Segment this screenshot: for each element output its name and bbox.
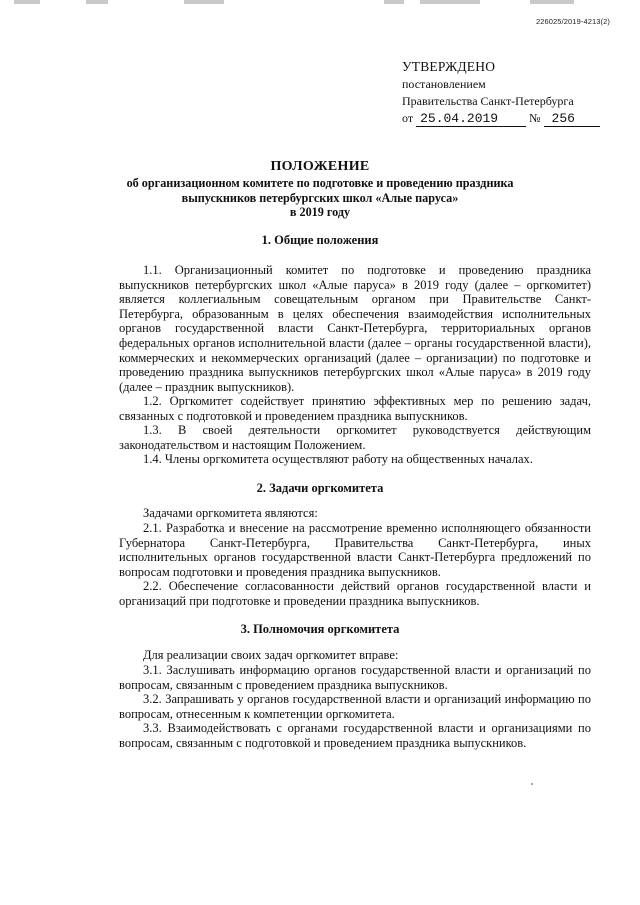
approval-number: 256 (544, 112, 600, 127)
approval-line-government: Правительства Санкт-Петербурга (402, 94, 574, 108)
scan-artifact (184, 0, 224, 4)
date-prefix: от (402, 111, 414, 125)
scan-artifact (420, 0, 480, 4)
paragraph-3-2: 3.2. Запрашивать у органов государственной власти и организаций информацию по вопросам, отнесенным к компетенции оргкомитета. (119, 692, 591, 721)
section-heading-3: 3. Полномочия оргкомитета (240, 622, 400, 636)
paragraph-1-4: 1.4. Члены оргкомитета осуществляют работу на общественных началах. (143, 452, 533, 466)
paragraph-2-1: 2.1. Разработка и внесение на рассмотрение временно исполняющего обязанности Губернатора Санкт-Петербурга, Правительства Санкт-Петербурга, иных исполнительных органов государственной власти Санкт-Петербурга предложений по вопросам подготовки и проведения праздника выпускников. (119, 521, 591, 579)
title-line-2: выпускников петербургских школ «Алые паруса» (181, 190, 459, 205)
scan-speck (531, 783, 533, 785)
approval-line-decree: постановлением (402, 77, 486, 91)
approval-date: 25.04.2019 (416, 112, 526, 127)
approval-date-row (402, 110, 617, 128)
paragraph-2-intro: Задачами оргкомитета являются: (143, 506, 318, 520)
paragraph-3-3: 3.3. Взаимодействовать с органами государственной власти и организациями по вопросам, связанным с подготовкой и проведением праздника выпускников. (119, 721, 591, 750)
paragraph-1-1: 1.1. Организационный комитет по подготовке и проведению праздника выпускников петербургских школ «Алые паруса» в 2019 году (далее – оргкомитет) является коллегиальным совещательным органом при Правительстве Санкт-Петербурга, образованным в целях обеспечения взаимодействия исполнительных органов государственной власти Санкт-Петербурга, территориальных органов федеральных органов исполнительной власти (далее – органы государственной власти), коммерческих и некоммерческих организаций (далее – организации) по подготовке и проведению праздника выпускников петербургских школ «Алые паруса» в 2019 году (далее – праздник выпускников). (119, 263, 591, 394)
paragraph-3-intro: Для реализации своих задач оргкомитет вправе: (143, 648, 399, 662)
document-code: 226025/2019-4213(2) (535, 17, 610, 26)
document-title (0, 158, 640, 220)
approval-block (402, 58, 617, 128)
title-line-1: об организационном комитете по подготовке и проведению праздника (126, 176, 514, 190)
scan-artifact (530, 0, 574, 4)
title-line-3: в 2019 году (289, 205, 351, 219)
approval-title: УТВЕРЖДЕНО (402, 59, 496, 74)
paragraph-2-2: 2.2. Обеспечение согласованности действий органов государственной власти и организаций при подготовке и проведении праздника выпускников. (119, 579, 591, 608)
scan-artifact (86, 0, 108, 4)
scan-artifact (14, 0, 40, 4)
paragraph-3-1: 3.1. Заслушивать информацию органов государственной власти и организаций по вопросам, связанным с проведением праздника выпускников. (119, 663, 591, 692)
paragraph-1-3: 1.3. В своей деятельности оргкомитет руководствуется действующим законодательством и настоящим Положением. (119, 423, 591, 452)
scan-artifact (384, 0, 404, 4)
section-heading-2: 2. Задачи оргкомитета (256, 481, 384, 495)
paragraph-1-2: 1.2. Оргкомитет содействует принятию эффективных мер по решению задач, связанных с подготовкой и проведением праздника выпускников. (119, 394, 591, 423)
number-prefix: № (529, 111, 541, 125)
title-main: ПОЛОЖЕНИЕ (270, 159, 370, 174)
section-heading-1: 1. Общие положения (261, 233, 379, 247)
